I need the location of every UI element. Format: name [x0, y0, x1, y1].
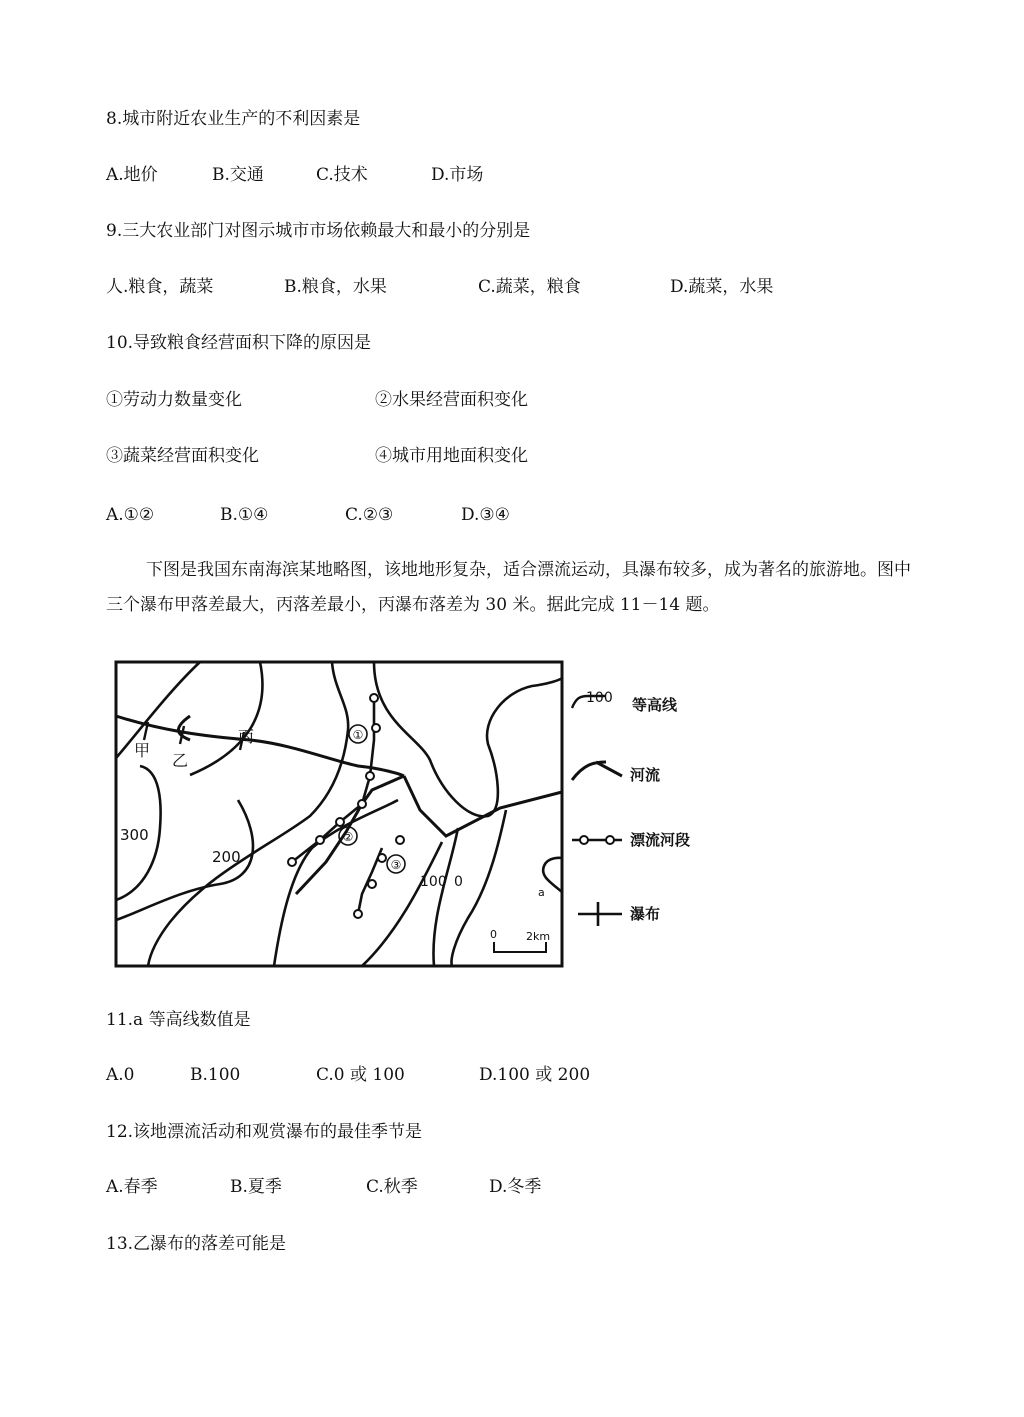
- legend-river-label: 河流: [630, 766, 661, 784]
- legend-rafting-label: 漂流河段: [630, 831, 691, 849]
- question-8-stem: 8.城市附近农业生产的不利因素是: [106, 109, 361, 129]
- q9-option-a: 人.粮食，蔬菜: [106, 277, 214, 297]
- question-10-stem: 10.导致粮食经营面积下降的原因是: [106, 333, 372, 353]
- q10-choice-3: ③蔬菜经营面积变化: [106, 446, 259, 466]
- q12-option-a: A.春季: [106, 1177, 158, 1197]
- contour-a-label: a: [538, 886, 545, 899]
- q11-option-b: B.100: [190, 1065, 241, 1085]
- scale-zero-label: 0: [490, 928, 497, 941]
- q9-option-b: B.粮食，水果: [284, 277, 387, 297]
- q11-option-c: C.0 或 100: [316, 1065, 405, 1085]
- q11-option-d: D.100 或 200: [479, 1065, 591, 1085]
- segment-3-label: ③: [390, 858, 402, 872]
- legend-contour-label: 等高线: [632, 696, 678, 714]
- map-figure: [100, 650, 712, 976]
- q10-option-c: C.②③: [345, 505, 394, 525]
- q12-option-d: D.冬季: [489, 1177, 542, 1197]
- waterfall-jia-label: 甲: [134, 741, 151, 760]
- contour-200-label: 200: [212, 848, 241, 866]
- legend-waterfall-symbol: [578, 902, 622, 926]
- q10-option-d: D.③④: [461, 505, 510, 525]
- q12-option-c: C.秋季: [366, 1177, 418, 1197]
- contour-300-label: 300: [120, 826, 149, 844]
- q8-option-b: B.交通: [212, 165, 264, 185]
- q11-option-a: A.0: [106, 1065, 135, 1085]
- question-12-stem: 12.该地漂流活动和观赏瀑布的最佳季节是: [106, 1122, 423, 1142]
- waterfall-yi-label: 乙: [172, 751, 189, 770]
- q10-choice-4: ④城市用地面积变化: [375, 446, 528, 466]
- contour-0-label: 0: [454, 874, 463, 890]
- legend-contour-value: 100: [586, 690, 613, 706]
- q9-option-c: C.蔬菜，粮食: [478, 277, 581, 297]
- q12-option-b: B.夏季: [230, 1177, 282, 1197]
- contour-100-label: 100: [420, 874, 447, 890]
- intro-paragraph: 下图是我国东南海滨某地略图，该地地形复杂，适合漂流运动，具瀑布较多，成为著名的旅游地。图中三个瀑布甲落差最大，丙落差最小，丙瀑布落差为 30 米。据此完成 11－14 题。: [106, 560, 911, 615]
- legend: [572, 690, 690, 926]
- river: [116, 716, 562, 894]
- q8-option-d: D.市场: [431, 165, 484, 185]
- q10-choice-2: ②水果经营面积变化: [375, 390, 528, 410]
- q10-choice-1: ①劳动力数量变化: [106, 390, 242, 410]
- question-13-stem: 13.乙瀑布的落差可能是: [106, 1234, 287, 1254]
- map-frame: [116, 662, 562, 966]
- scale-bar: [494, 942, 546, 952]
- q9-option-d: D.蔬菜，水果: [670, 277, 774, 297]
- segment-2-label: ②: [342, 830, 354, 844]
- legend-waterfall-label: 瀑布: [630, 905, 661, 923]
- contour-lines: [116, 662, 562, 966]
- q8-option-c: C.技术: [316, 165, 368, 185]
- q8-option-a: A.地价: [106, 165, 158, 185]
- legend-river-symbol: [572, 762, 622, 780]
- segment-1-label: ①: [352, 728, 364, 742]
- question-9-stem: 9.三大农业部门对图示城市市场依赖最大和最小的分别是: [106, 221, 531, 241]
- waterfall-bing-label: 丙: [238, 727, 255, 746]
- q10-option-b: B.①④: [220, 505, 269, 525]
- q10-option-a: A.①②: [106, 505, 155, 525]
- scale-distance-label: 2km: [526, 930, 551, 943]
- question-11-stem: 11.a 等高线数值是: [106, 1010, 251, 1030]
